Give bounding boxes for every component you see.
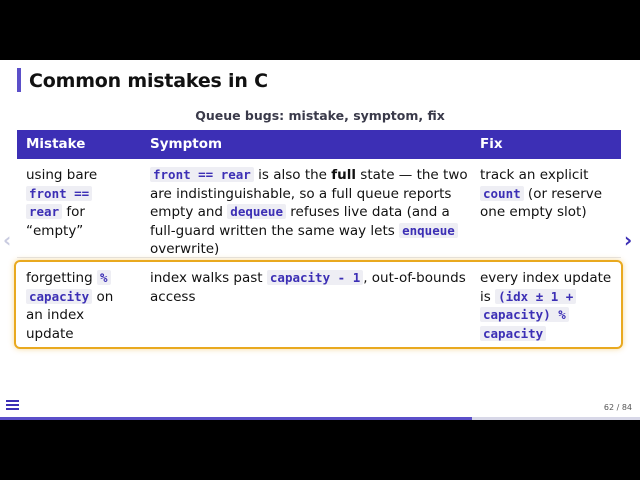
next-slide-button[interactable]: › <box>624 228 633 252</box>
menu-icon[interactable] <box>6 400 19 410</box>
header-symptom: Symptom <box>150 136 223 152</box>
prev-slide-button[interactable]: ‹ <box>3 228 12 252</box>
row1-fix: track an explicit count (or reserve one empty slot) <box>480 167 603 220</box>
row2-fix: every index update is (idx ± 1 + capacity) % capacity <box>480 270 612 341</box>
row1-symptom: front == rear is also the full state — the two are indistinguishable, so a full queue reports empty and dequeue refuses live data (and a full-guard written the same way lets enqueue overwrite) <box>150 167 468 257</box>
header-fix: Fix <box>480 136 503 152</box>
header-mistake: Mistake <box>26 136 86 152</box>
row2-mistake: forgetting % capacity on an index update <box>26 270 114 342</box>
table-header <box>17 130 621 159</box>
slide-title: Common mistakes in C <box>29 70 268 92</box>
table-caption: Queue bugs: mistake, symptom, fix <box>195 108 445 123</box>
title-accent-bar <box>17 68 21 92</box>
row1-mistake: using bare front == rear for “empty” <box>26 167 98 239</box>
row-separator <box>17 257 621 258</box>
row2-symptom: index walks past capacity - 1 , out-of-bounds access <box>150 270 466 305</box>
page-number: 62 / 84 <box>603 403 632 412</box>
slide <box>0 60 640 420</box>
letterbox-bottom <box>0 420 640 480</box>
